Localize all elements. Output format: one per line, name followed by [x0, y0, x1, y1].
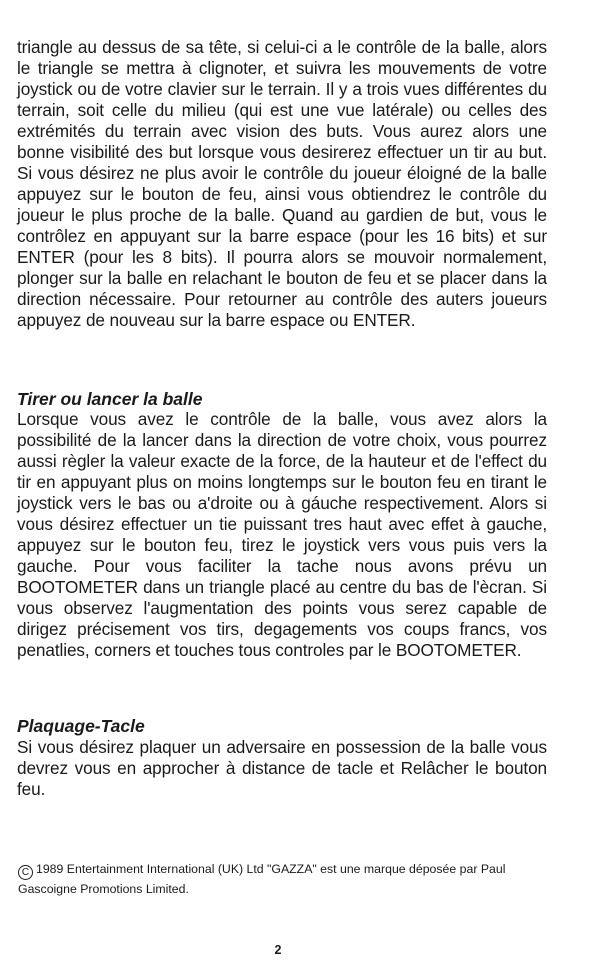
paragraph-controls: triangle au dessus de sa tête, si celui-ci a le contrôle de la balle, alors le triangle se mettra à clignoter, et suivra les mouvements de votre joystick ou de votre clavier sur le terrain. Il y a trois vues différentes du terrain, soit celle du milieu (qui est une vue latérale) ou celles des extrémités du terrain avec vision des buts. Vous aurez alors une bonne visibilité des but lorsque vous desirerez effectuer un tir au but. Si vous désirez ne plus avoir le contrôle du joueur éloigné de la balle appuyez sur le bouton de feu, ainsi vous obtiendrez le contrôle du joueur le plus proche de la balle. Quand au gardien de but, vous le contrôlez en appuyant sur la barre espace (pour les 16 bits) et sur ENTER (pour les 8 bits). Il pourra alors se mouvoir normalement, plonger sur la balle en relachant le bouton de feu et se placer dans la direction nécessaire. Pour retourner au contrôle des auters joueurs appuyez de nouveau sur la barre espace ou ENTER. — [17, 37, 547, 330]
copyright-text: 1989 Entertainment International (UK) Ltd "GAZZA" est une marque déposée par Paul Gascoigne Promotions Limited. — [18, 862, 506, 896]
page-number: 2 — [274, 943, 282, 957]
heading-tackle: Plaquage-Tacle — [17, 716, 145, 736]
heading-shooting: Tirer ou lancer la balle — [17, 389, 203, 409]
paragraph-shooting: Lorsque vous avez le contrôle de la balle, vous avez alors la possibilité de la lancer dans la direction de votre choix, vous pourrez aussi règler la valeur exacte de la force, de la hauteur et de l'effect du tir en appuyant plus on moins longtemps sur le bouton feu en tirant le joystick vers le bas ou a'droite ou à gáuche respectivement. Alors si vous désirez effectuer un tie puissant tres haut avec effet à gauche, appuyez sur le bouton feu, tirez le joystick vers vous puis vers la gauche. Pour vous faciliter la tache nous avons prévu un BOOTOMETER dans un triangle placé au centre du bas de l'ècran. Si vous observez l'augmentation des points vous serez capable de dirigez précisement vos tirs, degagements vos coups francs, vos penatlies, corners et touches tous controles par le BOOTOMETER. — [17, 409, 547, 660]
paragraph-tackle: Si vous désirez plaquer un adversaire en possession de la balle vous devrez vous en approcher à distance de tacle et Relâcher le bouton feu. — [17, 737, 547, 799]
copyright-notice — [18, 860, 558, 898]
copyright-icon: C — [18, 865, 33, 880]
